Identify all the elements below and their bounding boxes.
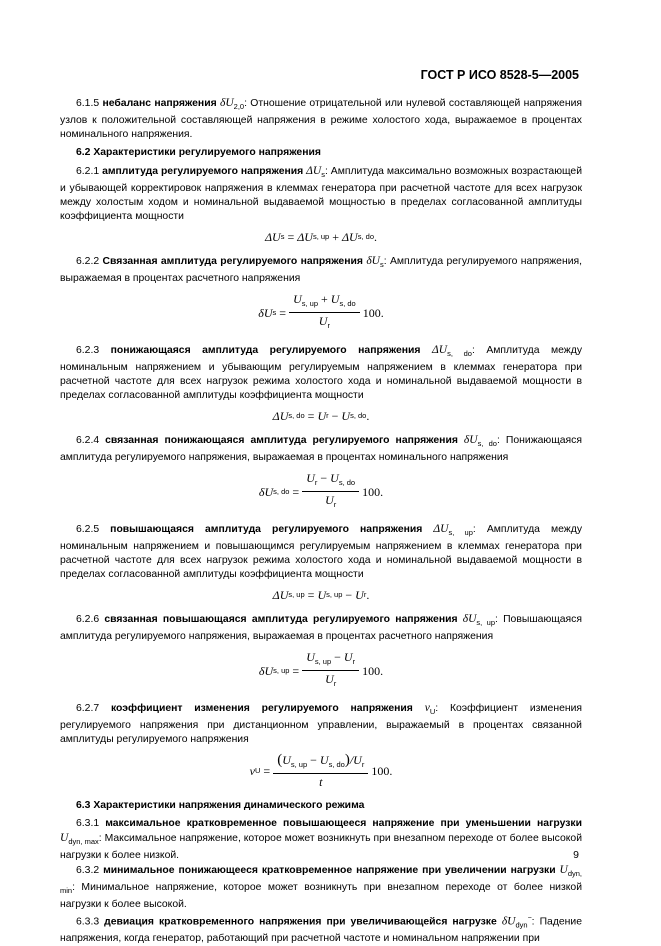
- paragraph-6-2-5: 6.2.5 повышающаяся амплитуда регулируемого напряжения $\Delta U_{s, up}$: Амплитуда между номинальным напряжением и повышающимся регулируемым напряжением в клеммах генератора при расчетной частоте для всех нагрузок режима холостого хода и номинальной выдаваемой мощности в пределах согласованной амплитуды коэффициента мощности: [60, 523, 583, 580]
- formula-delta-us-do-relative: δU s, do = $\frac{U_r - U_{s, do}}{U_r}$ 100.: [258, 471, 384, 509]
- section-heading-6-2: 6.2 Характеристики регулируемого напряжения: [76, 147, 321, 158]
- formula-delta-us-relative: δU s = $\frac{U_{s, up} + U_{s, do}}{U_r}$ 100.: [258, 292, 384, 330]
- paragraph-6-2-3: 6.2.3 понижающаяся амплитуда регулируемого напряжения $\Delta U_{s, do}$: Амплитуда между номинальным напряжением и убывающим регулируемым напряжением в клеммах генератора при расчетной частоте для всех нагрузок режима холостого хода и номинальной выдаваемой мощности в пределах согласованной амплитуды коэффициента мощности: [60, 344, 583, 401]
- paragraph-6-3-2: 6.3.2 минимальное понижающееся кратковременное напряжение при увеличении нагрузки $U_{dyn, min}$: Минимальное напряжение, которое может возникнуть при внезапном переходе от более низкой нагрузки к более высокой.: [60, 864, 583, 910]
- document-header: ГОСТ Р ИСО 8528-5—2005: [420, 68, 579, 82]
- paragraph-6-3-1: 6.3.1 максимальное кратковременное повышающееся напряжение при уменьшении нагрузки $U_{dyn, max}$: Максимальное напряжение, которое может возникнуть при внезапном переходе от более высокой нагрузки к более низкой.: [60, 818, 583, 861]
- paragraph-6-2-1: 6.2.1 амплитуда регулируемого напряжения $\Delta U_s$: Амплитуда максимально возможных возрастающей и убывающей корректировок напряжения в клеммах генератора при расчетной частоте для всех нагрузок между холостым ходом и номинальной выдаваемой мощностью в пределах согласованной амплитуды коэффициента мощности: [60, 165, 583, 222]
- section-heading-6-3: 6.3 Характеристики напряжения динамического режима: [76, 800, 365, 811]
- paragraph-6-2-7: 6.2.7 коэффициент изменения регулируемого напряжения $\nu_U$: Коэффициент изменения регулируемого напряжения при дистанционном управлении, выражаемый в процентах связанной амплитуды регулируемого напряжения: [60, 702, 583, 745]
- formula-delta-us-up-relative: δU s, up = $\frac{U_{s, up} - U_r}{U_r}$ 100.: [258, 650, 384, 688]
- paragraph-6-3-3: 6.3.3 девиация кратковременного напряжения при увеличивающейся нагрузке $\delta U_{dyn}^-$: Падение напряжения, когда генератор, работающий при расчетной частоте и номинальном напряжении при: [60, 915, 582, 945]
- document-body: [60, 96, 582, 946]
- paragraph-6-2-4: 6.2.4 связанная понижающаяся амплитуда регулируемого напряжения $\delta U_{s, do}$: Понижающаяся амплитуда регулируемого напряжения, выражаемая в процентах номинального напряжения: [60, 434, 582, 463]
- page-number: 9: [573, 849, 579, 861]
- formula-nu-u: ν U = $\frac{(U_{s, up} - U_{s, do})/U_r}{t}$ 100.: [249, 752, 393, 789]
- formula-delta-us: ΔU s = ΔU s, up + ΔU s, do .: [265, 230, 377, 244]
- formula-delta-us-up: ΔU s, up = U s, up − U r .: [272, 588, 370, 602]
- paragraph-6-2-2: 6.2.2 Связанная амплитуда регулируемого напряжения $\delta U_s$: Амплитуда регулируемого напряжения, выражаемая в процентах расчетного напряжения: [60, 255, 583, 284]
- term: небаланс напряжения: [102, 98, 217, 109]
- paragraph-6-2-6: 6.2.6 связанная повышающаяся амплитуда регулируемого напряжения $\delta U_{s, up}$: Повышающаяся амплитуда регулируемого напряжения, выражаемая в процентах расчетного напряжения: [60, 613, 583, 642]
- paragraph-6-1-5: 6.1.5 небаланс напряжения $\delta U_{2,0}$: Отношение отрицательной или нулевой составляющей напряжения узлов к положительной составляющей напряжения в режиме холостого хода, выражаемое в процентах номинального напряжения.: [60, 97, 582, 140]
- formula-delta-us-do: ΔU s, do = U r − U s, do .: [272, 409, 370, 423]
